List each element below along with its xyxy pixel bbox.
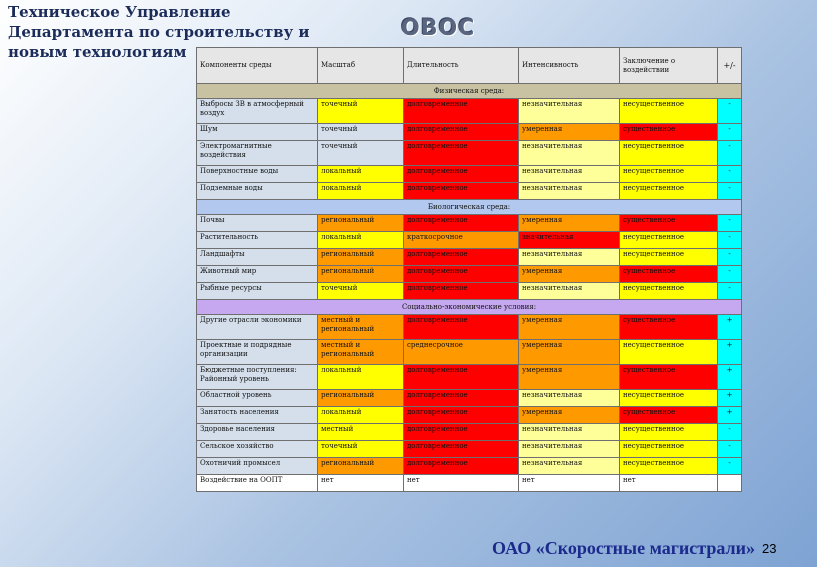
conclusion-cell: несущественное (620, 249, 718, 266)
conclusion-cell: несущественное (620, 441, 718, 458)
intensity-cell: значительная (519, 232, 620, 249)
header-intensity: Интенсивность (519, 48, 620, 84)
component-cell: Животный мир (197, 266, 318, 283)
org-line-3: новым технологиям (8, 43, 187, 61)
org-line-2: Департамента по строительству и (8, 23, 310, 41)
scale-cell: локальный (318, 183, 404, 200)
sign-cell: + (718, 365, 742, 390)
component-cell: Шум (197, 124, 318, 141)
sign-cell: - (718, 141, 742, 166)
table-row (197, 215, 742, 232)
table-row (197, 441, 742, 458)
table-row (197, 266, 742, 283)
intensity-cell: незначительная (519, 424, 620, 441)
table-row (197, 166, 742, 183)
intensity-cell: умеренная (519, 407, 620, 424)
table-row (197, 183, 742, 200)
intensity-cell: незначительная (519, 458, 620, 475)
sign-cell: + (718, 407, 742, 424)
conclusion-cell: несущественное (620, 166, 718, 183)
conclusion-cell: существенное (620, 407, 718, 424)
duration-cell: долговременное (404, 266, 519, 283)
header-sign: +/- (718, 48, 742, 84)
duration-cell: долговременное (404, 424, 519, 441)
duration-cell: долговременное (404, 124, 519, 141)
scale-cell: точечный (318, 283, 404, 300)
conclusion-cell: несущественное (620, 99, 718, 124)
section-title: Социально-экономические условия: (197, 300, 742, 315)
scale-cell: точечный (318, 124, 404, 141)
scale-cell: локальный (318, 166, 404, 183)
table-row (197, 249, 742, 266)
scale-cell: нет (318, 475, 404, 492)
section-header-row (197, 200, 742, 215)
conclusion-cell: несущественное (620, 424, 718, 441)
table-row (197, 458, 742, 475)
component-cell: Сельское хозяйство (197, 441, 318, 458)
scale-cell: местный и региональный (318, 340, 404, 365)
intensity-cell: нет (519, 475, 620, 492)
sign-cell: - (718, 232, 742, 249)
conclusion-cell: существенное (620, 266, 718, 283)
sign-cell: - (718, 183, 742, 200)
sign-cell: - (718, 441, 742, 458)
table-row (197, 232, 742, 249)
scale-cell: точечный (318, 141, 404, 166)
sign-cell: - (718, 124, 742, 141)
sign-cell: - (718, 166, 742, 183)
section-header-row (197, 84, 742, 99)
table-row (197, 340, 742, 365)
intensity-cell: незначительная (519, 166, 620, 183)
section-header-row (197, 300, 742, 315)
component-cell: Ландшафты (197, 249, 318, 266)
sign-cell: + (718, 315, 742, 340)
duration-cell: долговременное (404, 183, 519, 200)
duration-cell: долговременное (404, 458, 519, 475)
table-row (197, 99, 742, 124)
header-scale: Масштаб (318, 48, 404, 84)
scale-cell: региональный (318, 390, 404, 407)
scale-cell: точечный (318, 441, 404, 458)
component-cell: Выбросы ЗВ в атмосферный воздух (197, 99, 318, 124)
table-row (197, 315, 742, 340)
section-title: Биологическая среда: (197, 200, 742, 215)
component-cell: Подземные воды (197, 183, 318, 200)
component-cell: Рыбные ресурсы (197, 283, 318, 300)
sign-cell: - (718, 249, 742, 266)
scale-cell: региональный (318, 266, 404, 283)
conclusion-cell: существенное (620, 365, 718, 390)
header-duration: Длительность (404, 48, 519, 84)
scale-cell: локальный (318, 407, 404, 424)
duration-cell: долговременное (404, 215, 519, 232)
sign-cell: - (718, 458, 742, 475)
intensity-cell: умеренная (519, 340, 620, 365)
scale-cell: локальный (318, 232, 404, 249)
conclusion-cell: несущественное (620, 458, 718, 475)
intensity-cell: незначительная (519, 390, 620, 407)
page-number: 23 (762, 541, 777, 556)
scale-cell: региональный (318, 249, 404, 266)
component-cell: Охотничий промысел (197, 458, 318, 475)
table-row (197, 390, 742, 407)
table-row (197, 283, 742, 300)
sign-cell: - (718, 283, 742, 300)
sign-cell (718, 475, 742, 492)
table-row (197, 365, 742, 390)
duration-cell: долговременное (404, 141, 519, 166)
component-cell: Бюджетные поступления: Районный уровень (197, 365, 318, 390)
intensity-cell: умеренная (519, 365, 620, 390)
intensity-cell: незначительная (519, 183, 620, 200)
duration-cell: долговременное (404, 365, 519, 390)
table-row (197, 124, 742, 141)
duration-cell: долговременное (404, 99, 519, 124)
company-name: ОАО «Скоростные магистрали» (492, 538, 755, 558)
intensity-cell: незначительная (519, 99, 620, 124)
conclusion-cell: несущественное (620, 283, 718, 300)
component-cell: Поверхностные воды (197, 166, 318, 183)
org-line-1: Техническое Управление (8, 3, 231, 21)
intensity-cell: незначительная (519, 283, 620, 300)
conclusion-cell: несущественное (620, 390, 718, 407)
component-cell: Проектные и подрядные организации (197, 340, 318, 365)
scale-cell: региональный (318, 458, 404, 475)
component-cell: Другие отрасли экономики (197, 315, 318, 340)
conclusion-cell: несущественное (620, 232, 718, 249)
conclusion-cell: несущественное (620, 141, 718, 166)
table-header-row (197, 48, 742, 84)
conclusion-cell: нет (620, 475, 718, 492)
duration-cell: долговременное (404, 315, 519, 340)
component-cell: Воздействие на ООПТ (197, 475, 318, 492)
component-cell: Здоровье населения (197, 424, 318, 441)
intensity-cell: умеренная (519, 124, 620, 141)
sign-cell: - (718, 215, 742, 232)
component-cell: Электромагнитные воздействия (197, 141, 318, 166)
table-row (197, 141, 742, 166)
intensity-cell: умеренная (519, 215, 620, 232)
scale-cell: местный и региональный (318, 315, 404, 340)
duration-cell: краткосрочное (404, 232, 519, 249)
intensity-cell: умеренная (519, 315, 620, 340)
impact-assessment-table (196, 47, 742, 492)
conclusion-cell: существенное (620, 315, 718, 340)
header-components: Компоненты среды (197, 48, 318, 84)
header-conclusion: Заключение о воздействии (620, 48, 718, 84)
duration-cell: среднесрочное (404, 340, 519, 365)
conclusion-cell: несущественное (620, 183, 718, 200)
conclusion-cell: существенное (620, 124, 718, 141)
duration-cell: долговременное (404, 249, 519, 266)
intensity-cell: умеренная (519, 266, 620, 283)
component-cell: Почвы (197, 215, 318, 232)
duration-cell: нет (404, 475, 519, 492)
section-title: Физическая среда: (197, 84, 742, 99)
duration-cell: долговременное (404, 283, 519, 300)
scale-cell: региональный (318, 215, 404, 232)
component-cell: Областной уровень (197, 390, 318, 407)
component-cell: Растительность (197, 232, 318, 249)
sign-cell: - (718, 99, 742, 124)
sign-cell: - (718, 266, 742, 283)
duration-cell: долговременное (404, 441, 519, 458)
intensity-cell: незначительная (519, 141, 620, 166)
sign-cell: + (718, 390, 742, 407)
sign-cell: + (718, 340, 742, 365)
scale-cell: локальный (318, 365, 404, 390)
intensity-cell: незначительная (519, 249, 620, 266)
component-cell: Занятость населения (197, 407, 318, 424)
intensity-cell: незначительная (519, 441, 620, 458)
duration-cell: долговременное (404, 166, 519, 183)
sign-cell: - (718, 424, 742, 441)
table-row (197, 475, 742, 492)
table-row (197, 407, 742, 424)
conclusion-cell: существенное (620, 215, 718, 232)
scale-cell: местный (318, 424, 404, 441)
duration-cell: долговременное (404, 390, 519, 407)
conclusion-cell: несущественное (620, 340, 718, 365)
table-row (197, 424, 742, 441)
scale-cell: точечный (318, 99, 404, 124)
duration-cell: долговременное (404, 407, 519, 424)
slide-headline: ОВОС (401, 16, 476, 41)
